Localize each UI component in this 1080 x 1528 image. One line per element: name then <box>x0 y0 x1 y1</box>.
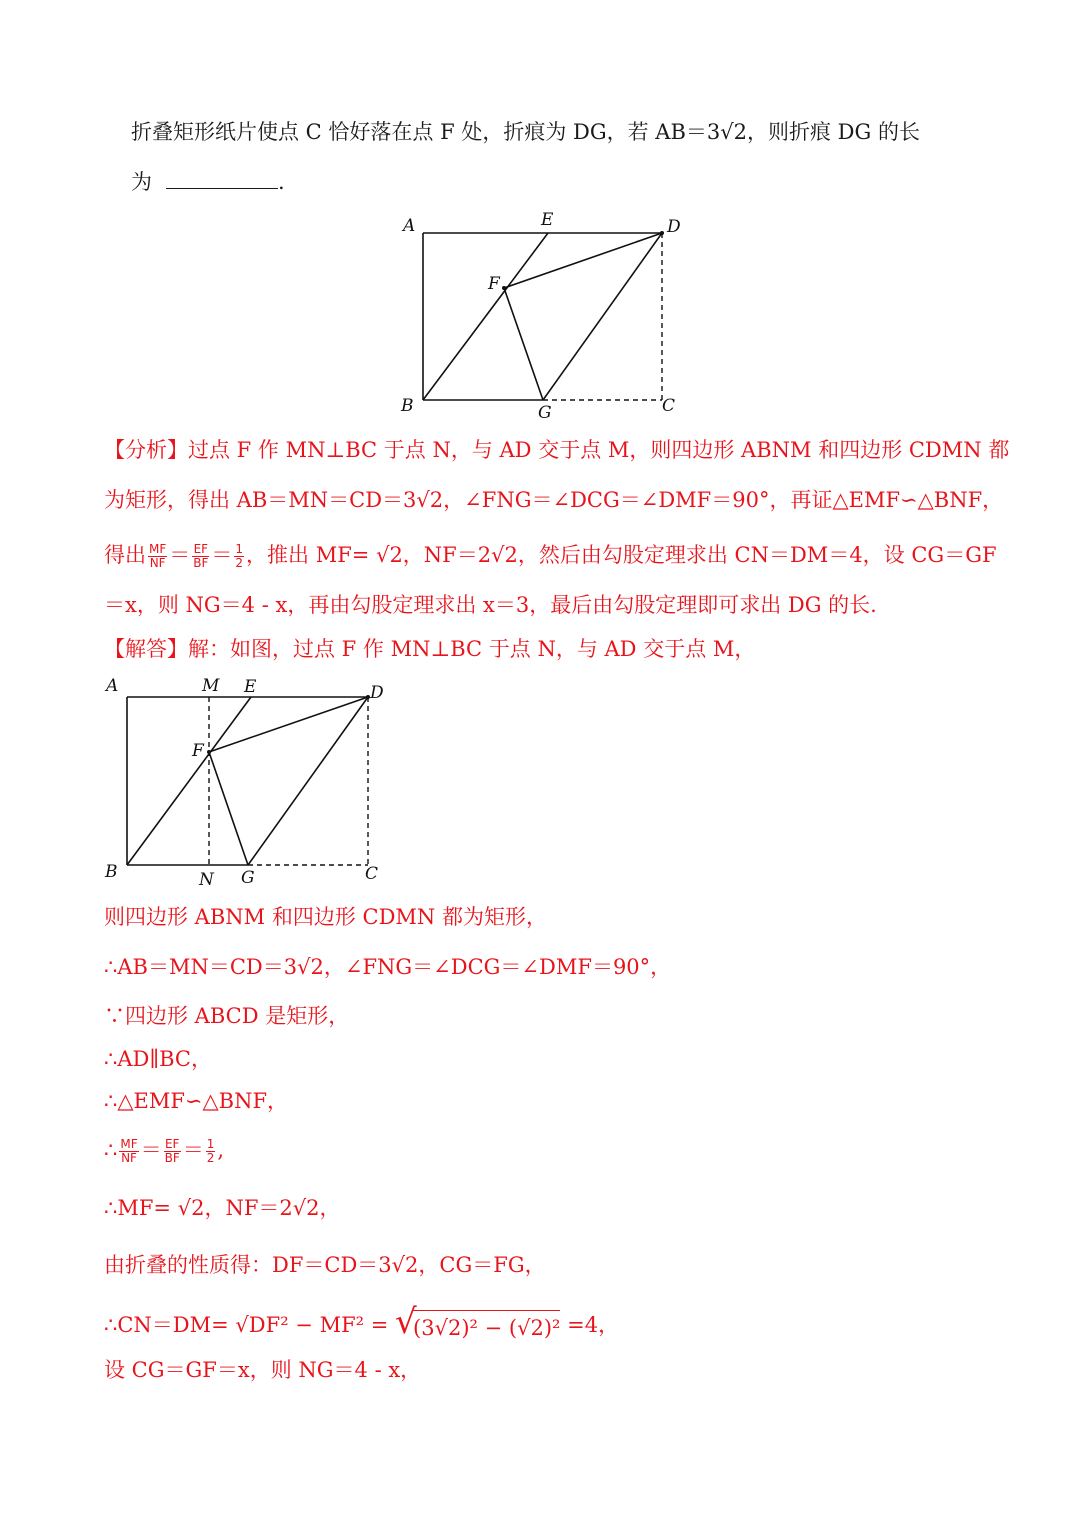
fig1-line-fg <box>504 288 543 400</box>
problem-line-2-prefix: 为 <box>131 170 152 194</box>
solution-step-5: ∴△EMF∽△BNF， <box>104 1089 289 1113</box>
frac-num: MF <box>120 1137 138 1151</box>
fraction-mf-nf <box>148 543 167 570</box>
frac-num: 1 <box>235 542 244 556</box>
frac-num: MF <box>149 542 167 556</box>
fig2-label-e: E <box>244 677 257 697</box>
fig2-line-be <box>127 697 251 865</box>
solution-step-9-prefix: ∴CN＝DM= √DF² − MF² = <box>104 1313 389 1337</box>
radical-icon: √ <box>395 1302 417 1342</box>
fig2-label-b: B <box>105 862 118 882</box>
analysis-line-3-suffix: ，推出 MF= √2，NF＝2√2，然后由勾股定理求出 CN＝DM＝4，设 CG＝GF <box>246 543 997 567</box>
solution-step-3: ∵四边形 ABCD 是矩形， <box>104 1004 350 1028</box>
analysis-line-3-prefix: 得出 <box>104 543 146 567</box>
solution-step-7: ∴MF= √2，NF＝2√2， <box>104 1196 341 1220</box>
fig1-label-c: C <box>662 396 676 416</box>
fig2-label-m: M <box>202 676 220 696</box>
fig2-label-g: G <box>241 868 255 887</box>
answer-intro: 解：如图，过点 F 作 MN⊥BC 于点 N，与 AD 交于点 M， <box>188 637 756 661</box>
fig2-line-fg <box>209 752 248 865</box>
fig2-label-d: D <box>370 683 384 703</box>
fraction-mf-nf-2 <box>119 1138 138 1165</box>
big-radical <box>395 1302 561 1343</box>
frac-num: 1 <box>206 1137 215 1151</box>
problem-line-2 <box>131 166 285 197</box>
fig1-label-f: F <box>488 274 500 294</box>
fig2-label-c: C <box>365 864 379 884</box>
frac-den: BF <box>164 1151 180 1165</box>
fig2-label-f: F <box>192 741 204 761</box>
fig2-label-n: N <box>199 870 214 887</box>
frac-den: 2 <box>235 556 244 570</box>
frac-num: EF <box>193 542 209 556</box>
analysis-line-3: 得出 $\frac{MF}{NF}$ ＝ $\frac{EF}{BF}$ ＝ $\frac{1}{2}$ ，推出 MF= √2，NF＝2√2，然后由勾股定理求出 CN＝DM＝4，设 CG＝GF <box>104 542 997 570</box>
frac-den: BF <box>193 556 209 570</box>
analysis-tag: 【分析】 <box>104 438 188 462</box>
fig1-label-d: D <box>667 217 681 237</box>
fig1-point-d <box>660 231 664 235</box>
figure-2 <box>98 672 398 887</box>
answer-intro-line <box>104 634 755 664</box>
fig2-label-a: A <box>106 676 119 696</box>
frac-den: NF <box>149 556 166 570</box>
solution-step-9-suffix: =4， <box>560 1313 620 1337</box>
solution-step-6-suffix: , <box>217 1138 225 1162</box>
fig1-line-be <box>423 233 548 400</box>
solution-step-6: ∴ $\frac{MF}{NF}$ ＝ $\frac{EF}{BF}$ ＝ $\frac{1}{2}$ , <box>104 1137 225 1165</box>
solution-step-2: ∴AB＝MN＝CD＝3√2，∠FNG＝∠DCG＝∠DMF＝90°， <box>104 955 672 979</box>
frac-den: 2 <box>206 1151 215 1165</box>
frac-num: EF <box>164 1137 180 1151</box>
fraction-ef-bf <box>192 543 209 570</box>
figure-1 <box>395 205 695 420</box>
fraction-ef-bf-2 <box>164 1138 181 1165</box>
radical-body: (3√2)² − (√2)² <box>413 1310 560 1343</box>
solution-step-8: 由折叠的性质得：DF＝CD＝3√2，CG＝FG， <box>104 1253 546 1277</box>
fig1-label-b: B <box>401 396 414 416</box>
fig2-point-f <box>207 750 211 754</box>
problem-line-2-suffix: . <box>278 170 285 194</box>
solution-step-6-prefix: ∴ <box>104 1138 118 1162</box>
solution-step-10: 设 CG＝GF＝x，则 NG＝4 - x， <box>104 1358 422 1382</box>
frac-den: NF <box>121 1151 137 1165</box>
fig1-point-f <box>502 286 506 290</box>
fraction-half <box>234 543 244 570</box>
fraction-half-2 <box>206 1138 216 1165</box>
solution-step-4: ∴AD∥BC， <box>104 1047 212 1071</box>
analysis-line-2: 为矩形，得出 AB＝MN＝CD＝3√2，∠FNG＝∠DCG＝∠DMF＝90°，再证△EMF∽△BNF， <box>104 488 1004 512</box>
analysis-line-1 <box>104 435 1009 465</box>
problem-line-1: 折叠矩形纸片使点 C 恰好落在点 F 处，折痕为 DG，若 AB＝3√2，则折痕 DG 的长 <box>131 120 920 144</box>
fig2-line-gd <box>248 697 368 865</box>
analysis-text-1: 过点 F 作 MN⊥BC 于点 N，与 AD 交于点 M，则四边形 ABNM 和四边形 CDMN 都 <box>188 438 1010 462</box>
fig1-line-gd <box>543 233 662 400</box>
fig2-line-fd <box>209 697 368 752</box>
fig1-label-g: G <box>538 403 552 420</box>
answer-tag: 【解答】 <box>104 637 188 661</box>
answer-blank <box>166 166 278 189</box>
solution-step-9 <box>104 1302 620 1343</box>
fig1-label-e: E <box>541 210 554 230</box>
analysis-line-4: ＝x，则 NG＝4 - x，再由勾股定理求出 x＝3，最后由勾股定理即可求出 DG 的长. <box>104 593 877 617</box>
solution-step-1: 则四边形 ABNM 和四边形 CDMN 都为矩形， <box>104 905 547 929</box>
fig1-label-a: A <box>403 216 416 236</box>
